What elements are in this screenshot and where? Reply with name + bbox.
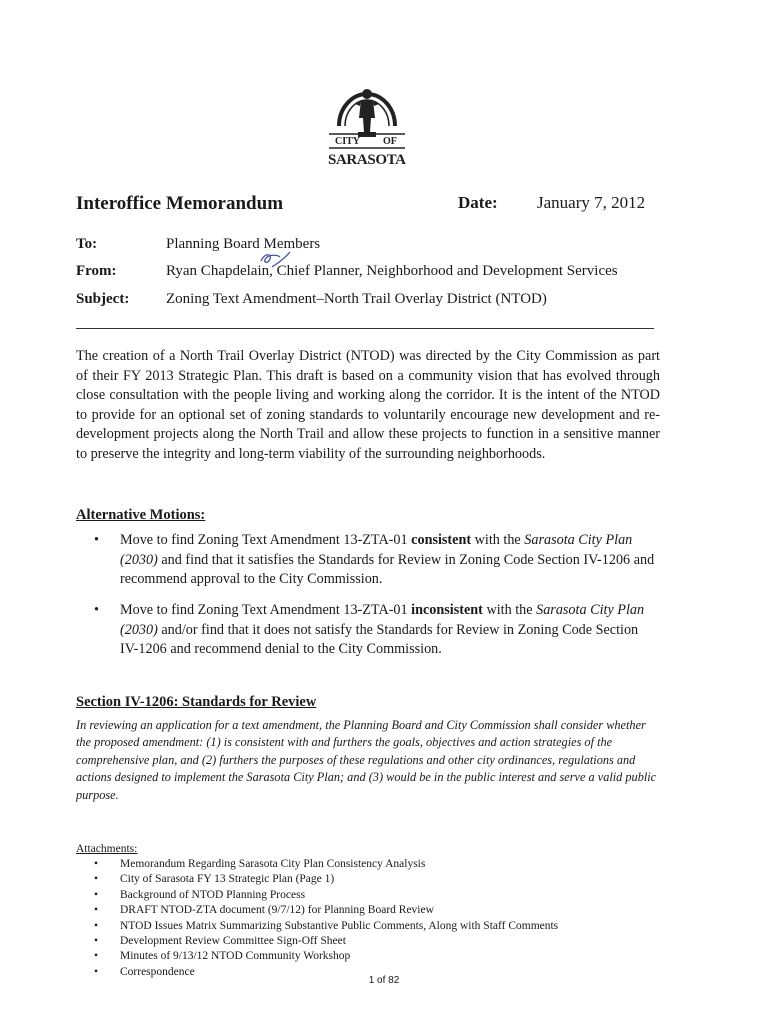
bullet-icon: • [94, 873, 99, 886]
bullet-icon: • [94, 888, 99, 901]
motion-consistent [94, 531, 660, 590]
from-label: From: [76, 263, 117, 279]
attachments-list [92, 857, 558, 980]
attachment-label: Development Review Committee Sign-Off Sheet [120, 935, 346, 948]
seal-of-text: OF [383, 136, 397, 147]
attachment-label: Memorandum Regarding Sarasota City Plan Consistency Analysis [120, 858, 426, 870]
bullet-icon: • [94, 904, 99, 917]
attachments-heading: Attachments: [76, 843, 138, 855]
bullet-icon: • [94, 532, 99, 548]
attachment-label: NTOD Issues Matrix Summarizing Substantive Public Comments, Along with Staff Comments [120, 919, 559, 932]
from-row [76, 263, 618, 280]
seal-city-text: CITY [335, 136, 361, 147]
date-label: Date: [458, 193, 498, 212]
motion2-plan-name: Sarasota City Plan (2030) [120, 602, 645, 638]
motion2-text-start: Move to find Zoning Text Amendment 13-ZTA-01 [120, 602, 412, 618]
to-value: Planning Board Members [166, 236, 321, 252]
motion-inconsistent [94, 601, 660, 660]
attachment-label: City of Sarasota FY 13 Strategic Plan (Page 1) [120, 873, 335, 886]
list-item [92, 888, 558, 903]
bullet-icon: • [94, 602, 99, 618]
attachment-label: Background of NTOD Planning Process [120, 888, 306, 901]
intro-paragraph: The creation of a North Trail Overlay District (NTOD) was directed by the City Commission as part of their FY 2013 Strategic Plan. This draft is based on a community vision that has evolved through close consultation with the people living and working along the corridor. It is the intent of the NTOD to provide for an optional set of zoning standards to voluntarily encourage new development and re-development projects along the North Trail and allow these projects to function in a sensitive manner to preserve the integrity and long-term viability of the surrounding neighborhoods. [76, 348, 660, 462]
header-divider [76, 328, 654, 329]
motion1-text-mid: with the [471, 532, 525, 548]
motion1-text-end: and find that it satisfies the Standards for Review in Zoning Code Section IV-1206 and recommend approval to the City Commission. [120, 551, 655, 587]
list-item [92, 872, 558, 887]
bullet-icon: • [94, 965, 99, 978]
list-item [92, 919, 558, 934]
seal-sarasota-text: SARASOTA [328, 152, 406, 168]
subject-label: Subject: [76, 291, 130, 307]
motion1-plan-name: Sarasota City Plan (2030) [120, 532, 633, 568]
motion1-text-start: Move to find Zoning Text Amendment 13-ZTA-01 [120, 532, 412, 548]
from-value: Ryan Chapdelain, Chief Planner, Neighborhood and Development Services [166, 263, 618, 279]
motion2-emphasis: inconsistent [411, 602, 483, 618]
memo-title: Interoffice Memorandum [76, 193, 284, 214]
attachment-label: Minutes of 9/13/12 NTOD Community Workshop [120, 950, 351, 963]
motion2-text-mid: with the [482, 602, 537, 618]
list-item [92, 857, 558, 872]
motion2-text-end: and/or find that it does not satisfy the Standards for Review in Zoning Code Section IV-1206 and recommend denial to the City Commission. [120, 621, 639, 657]
standards-heading: Section IV-1206: Standards for Review [76, 694, 317, 710]
bullet-icon: • [94, 950, 99, 963]
list-item [92, 903, 558, 918]
date-value: January 7, 2012 [537, 193, 646, 212]
list-item [92, 934, 558, 949]
attachment-label: DRAFT NTOD-ZTA document (9/7/12) for Planning Board Review [120, 904, 434, 917]
alternative-motions-heading: Alternative Motions: [76, 507, 206, 523]
subject-row [76, 291, 547, 308]
list-item [92, 949, 558, 964]
bullet-icon: • [94, 935, 99, 948]
motion1-emphasis: consistent [411, 532, 472, 548]
handwritten-initials [258, 249, 292, 271]
subject-value: Zoning Text Amendment–North Trail Overlay District (NTOD) [166, 291, 547, 307]
bullet-icon: • [94, 858, 99, 870]
page-number: 1 of 82 [368, 975, 400, 986]
attachment-label: Correspondence [120, 965, 195, 978]
standards-text: In reviewing an application for a text amendment, the Planning Board and City Commission shall consider whether the proposed amendment: (1) is consistent with and furthers the goals, objectives and action strategies of the comprehensive plan, and (2) furthers the purposes of these regulations and other city ordinances, regulations and actions designed to implement the Sarasota City Plan; and (3) would be in the public interest and serve a valid public purpose. [76, 718, 657, 802]
to-label: To: [76, 236, 98, 252]
city-of-sarasota-seal [325, 74, 409, 174]
bullet-icon: • [94, 919, 99, 932]
